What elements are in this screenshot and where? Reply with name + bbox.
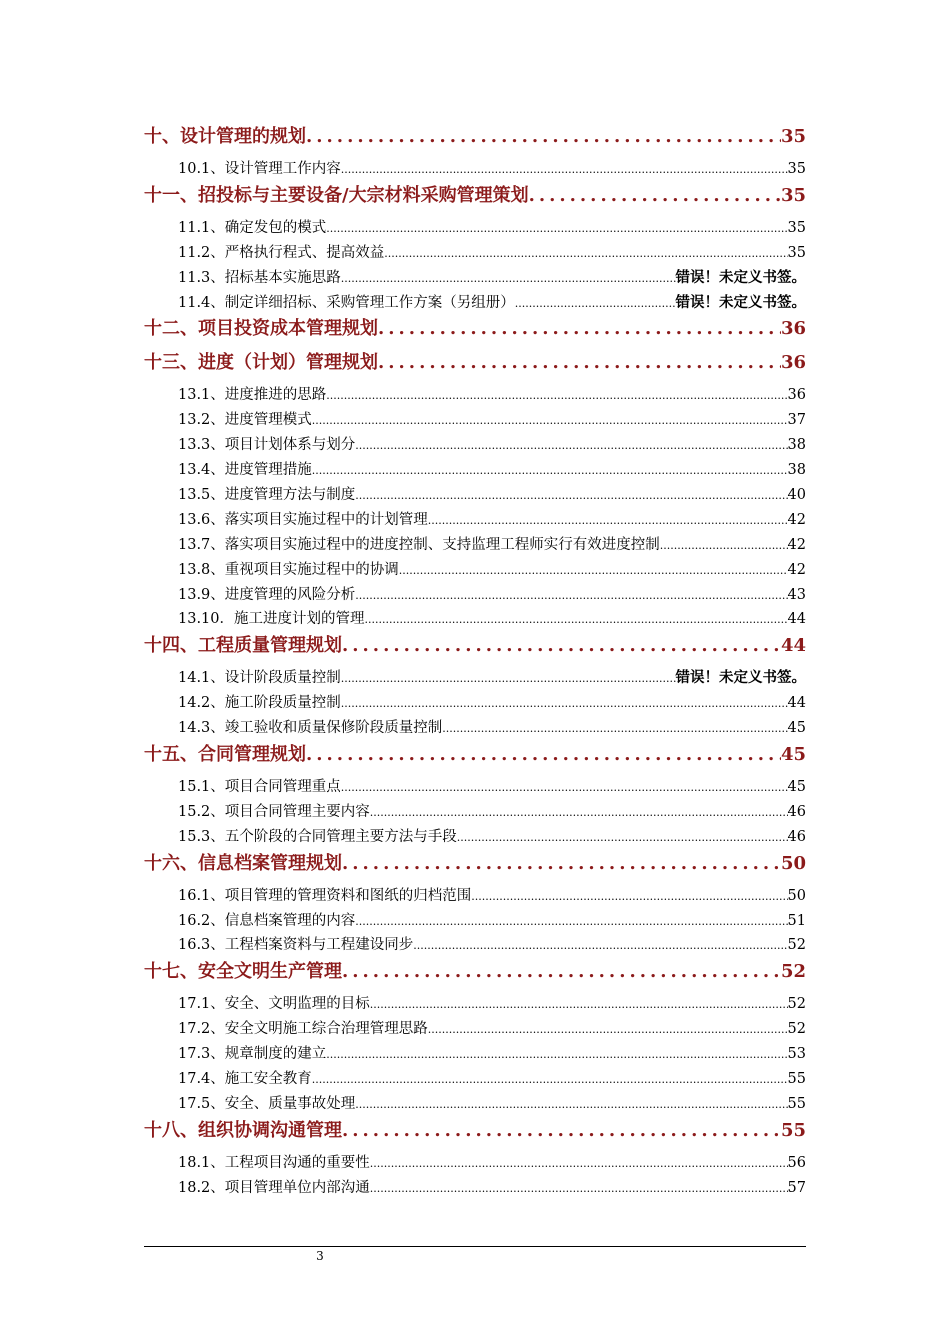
toc-chapter-entry[interactable] (144, 316, 806, 350)
toc-section-entry[interactable] (144, 559, 806, 584)
toc-entry-page: 38 (787, 462, 806, 479)
toc-dot-leader (341, 777, 788, 799)
toc-entry-title: 17.5、安全、质量事故处理 (178, 1095, 356, 1112)
toc-entry-page: 45 (787, 720, 806, 737)
toc-section-entry[interactable] (144, 534, 806, 559)
toc-section-entry[interactable] (144, 459, 806, 484)
toc-entry-title: 十六、信息档案管理规划 (144, 852, 342, 874)
toc-dot-leader (341, 668, 676, 690)
toc-entry-page: 44 (780, 635, 806, 657)
toc-entry-page: 46 (787, 828, 806, 845)
toc-entry-title: 10.1、设计管理工作内容 (178, 161, 341, 177)
toc-dot-leader (355, 485, 787, 507)
toc-entry-page: 错误！未定义书签。 (675, 669, 806, 687)
toc-entry-page: 36 (780, 318, 806, 340)
toc-dot-leader (365, 609, 788, 631)
toc-section-entry[interactable] (144, 910, 806, 935)
toc-section-entry[interactable] (144, 584, 806, 609)
toc-section-entry[interactable] (144, 217, 806, 242)
toc-entry-title: 十一、招投标与主要设备/大宗材料采购管理策划 (144, 184, 529, 206)
toc-dot-leader (306, 124, 781, 150)
toc-section-entry[interactable] (144, 1093, 806, 1118)
toc-entry-title: 17.3、规章制度的建立 (178, 1046, 327, 1063)
toc-section-entry[interactable] (144, 267, 806, 292)
toc-dot-leader (355, 911, 787, 933)
toc-dot-leader (342, 633, 781, 659)
toc-entry-page: 37 (787, 412, 806, 429)
toc-entry-page: 45 (787, 779, 806, 796)
toc-entry-page: 55 (787, 1071, 806, 1088)
toc-chapter-entry[interactable] (144, 959, 806, 993)
toc-entry-page: 44 (787, 695, 806, 712)
toc-dot-leader (457, 827, 788, 849)
toc-section-entry[interactable] (144, 608, 806, 633)
toc-section-entry[interactable] (144, 692, 806, 717)
toc-section-entry[interactable] (144, 158, 806, 183)
footer-divider (144, 1246, 806, 1247)
toc-entry-title: 十八、组织协调沟通管理 (144, 1119, 342, 1141)
toc-entry-title: 十五、合同管理规划 (144, 744, 306, 766)
toc-entry-page: 51 (787, 912, 806, 929)
toc-dot-leader (341, 693, 788, 715)
toc-dot-leader (370, 994, 788, 1016)
toc-chapter-entry[interactable] (144, 124, 806, 158)
toc-chapter-entry[interactable] (144, 1118, 806, 1152)
toc-dot-leader (326, 218, 787, 240)
toc-entry-page: 42 (787, 536, 806, 553)
toc-entry-title: 14.2、施工阶段质量控制 (178, 695, 341, 712)
toc-entry-page: 36 (787, 387, 806, 404)
toc-entry-title: 15.1、项目合同管理重点 (178, 779, 341, 796)
toc-entry-title: 16.2、信息档案管理的内容 (178, 912, 356, 929)
toc-chapter-entry[interactable] (144, 742, 806, 776)
toc-entry-page: 52 (787, 996, 806, 1013)
toc-entry-title: 16.1、项目管理的管理资料和图纸的归档范围 (178, 887, 472, 904)
toc-entry-page: 44 (787, 611, 806, 628)
toc-entry-title: 十四、工程质量管理规划 (144, 635, 342, 657)
toc-entry-page: 55 (780, 1119, 806, 1141)
toc-entry-page: 42 (787, 511, 806, 528)
toc-dot-leader (370, 1178, 788, 1200)
toc-entry-title: 十七、安全文明生产管理 (144, 961, 342, 983)
toc-section-entry[interactable] (144, 509, 806, 534)
toc-section-entry[interactable] (144, 934, 806, 959)
toc-entry-title: 15.3、五个阶段的合同管理主要方法与手段 (178, 828, 457, 845)
toc-entry-title: 17.1、安全、文明监理的目标 (178, 996, 370, 1013)
toc-entry-title: 18.2、项目管理单位内部沟通 (178, 1179, 370, 1196)
toc-entry-title: 13.7、落实项目实施过程中的进度控制、支持监理工程师实行有效进度控制 (178, 536, 660, 553)
toc-entry-title: 13.5、进度管理方法与制度 (178, 487, 356, 504)
toc-entry-page: 50 (780, 852, 806, 874)
toc-dot-leader (378, 350, 781, 376)
table-of-contents (144, 124, 806, 1202)
toc-entry-title: 14.3、竣工验收和质量保修阶段质量控制 (178, 720, 443, 737)
toc-entry-title: 16.3、工程档案资料与工程建设同步 (178, 937, 414, 954)
toc-entry-page: 38 (787, 437, 806, 454)
toc-dot-leader (428, 1019, 788, 1041)
toc-dot-leader (355, 435, 787, 457)
toc-section-entry[interactable] (144, 1152, 806, 1177)
toc-entry-title: 十二、项目投资成本管理规划 (144, 318, 378, 340)
toc-dot-leader (399, 560, 788, 582)
toc-dot-leader (515, 293, 676, 315)
toc-entry-title: 13.6、落实项目实施过程中的计划管理 (178, 511, 428, 528)
toc-section-entry[interactable] (144, 384, 806, 409)
toc-entry-title: 十、设计管理的规划 (144, 126, 306, 147)
toc-section-entry[interactable] (144, 1068, 806, 1093)
toc-dot-leader (342, 1118, 781, 1144)
toc-section-entry[interactable] (144, 484, 806, 509)
toc-entry-page: 45 (780, 744, 806, 766)
toc-entry-title: 13.10．施工进度计划的管理 (178, 611, 365, 628)
toc-entry-page: 错误！未定义书签。 (675, 293, 806, 311)
toc-dot-leader (306, 742, 781, 768)
toc-entry-title: 15.2、项目合同管理主要内容 (178, 803, 370, 820)
toc-dot-leader (312, 410, 788, 432)
toc-dot-leader (370, 802, 788, 824)
toc-dot-leader (342, 959, 781, 985)
toc-dot-leader (529, 183, 781, 209)
toc-entry-page: 35 (780, 184, 806, 206)
toc-section-entry[interactable] (144, 717, 806, 742)
toc-chapter-entry[interactable] (144, 633, 806, 667)
toc-dot-leader (341, 159, 788, 181)
toc-chapter-entry[interactable] (144, 183, 806, 217)
toc-entry-page: 35 (780, 126, 806, 147)
toc-entry-page: 35 (787, 219, 806, 236)
toc-entry-page: 36 (780, 352, 806, 374)
toc-section-entry[interactable] (144, 993, 806, 1018)
toc-dot-leader (384, 243, 787, 265)
toc-entry-title: 13.9、进度管理的风险分析 (178, 586, 356, 603)
toc-dot-leader (326, 1044, 787, 1066)
toc-dot-leader (355, 1094, 787, 1116)
toc-entry-title: 14.1、设计阶段质量控制 (178, 670, 341, 687)
toc-entry-page: 50 (787, 887, 806, 904)
toc-dot-leader (442, 718, 787, 740)
toc-entry-page: 35 (787, 161, 806, 177)
toc-entry-title: 18.1、工程项目沟通的重要性 (178, 1154, 370, 1171)
toc-section-entry[interactable] (144, 434, 806, 459)
toc-entry-page: 错误！未定义书签。 (675, 268, 806, 286)
toc-entry-page: 42 (787, 561, 806, 578)
toc-entry-page: 40 (787, 487, 806, 504)
toc-dot-leader (471, 886, 787, 908)
toc-entry-title: 17.4、施工安全教育 (178, 1071, 312, 1088)
toc-entry-page: 53 (787, 1046, 806, 1063)
toc-entry-title: 17.2、安全文明施工综合治理管理思路 (178, 1021, 428, 1038)
toc-entry-title: 11.2、严格执行程式、提高效益 (178, 244, 385, 261)
toc-section-entry[interactable] (144, 1177, 806, 1202)
toc-entry-page: 57 (787, 1179, 806, 1196)
page-number: 3 (316, 1249, 324, 1263)
toc-section-entry[interactable] (144, 292, 806, 317)
toc-entry-title: 11.3、招标基本实施思路 (178, 269, 341, 286)
toc-section-entry[interactable] (144, 667, 806, 692)
toc-dot-leader (428, 510, 788, 532)
toc-dot-leader (413, 935, 787, 957)
toc-entry-title: 11.1、确定发包的模式 (178, 219, 327, 236)
toc-dot-leader (342, 851, 781, 877)
toc-dot-leader (312, 460, 788, 482)
toc-section-entry[interactable] (144, 826, 806, 851)
toc-dot-leader (326, 385, 787, 407)
toc-entry-title: 十三、进度（计划）管理规划 (144, 352, 378, 374)
toc-entry-page: 46 (787, 803, 806, 820)
toc-entry-page: 52 (787, 1021, 806, 1038)
toc-section-entry[interactable] (144, 801, 806, 826)
toc-entry-page: 52 (787, 937, 806, 954)
toc-entry-page: 35 (787, 244, 806, 261)
toc-dot-leader (341, 268, 676, 290)
toc-entry-title: 13.4、进度管理措施 (178, 462, 312, 479)
toc-entry-title: 13.3、项目计划体系与划分 (178, 437, 356, 454)
toc-entry-title: 13.1、进度推进的思路 (178, 387, 327, 404)
toc-dot-leader (660, 535, 788, 557)
toc-section-entry[interactable] (144, 776, 806, 801)
toc-section-entry[interactable] (144, 409, 806, 434)
toc-section-entry[interactable] (144, 1043, 806, 1068)
toc-section-entry[interactable] (144, 242, 806, 267)
toc-dot-leader (378, 316, 781, 342)
toc-entry-page: 56 (787, 1154, 806, 1171)
toc-chapter-entry[interactable] (144, 350, 806, 384)
toc-chapter-entry[interactable] (144, 851, 806, 885)
toc-section-entry[interactable] (144, 885, 806, 910)
toc-entry-title: 13.8、重视项目实施过程中的协调 (178, 561, 399, 578)
toc-entry-title: 13.2、进度管理模式 (178, 412, 312, 429)
toc-dot-leader (355, 585, 787, 607)
toc-dot-leader (370, 1153, 788, 1175)
toc-dot-leader (312, 1069, 788, 1091)
toc-entry-page: 43 (787, 586, 806, 603)
toc-entry-title: 11.4、制定详细招标、采购管理工作方案（另组册） (178, 294, 515, 311)
toc-entry-page: 52 (780, 961, 806, 983)
toc-section-entry[interactable] (144, 1018, 806, 1043)
toc-entry-page: 55 (787, 1095, 806, 1112)
